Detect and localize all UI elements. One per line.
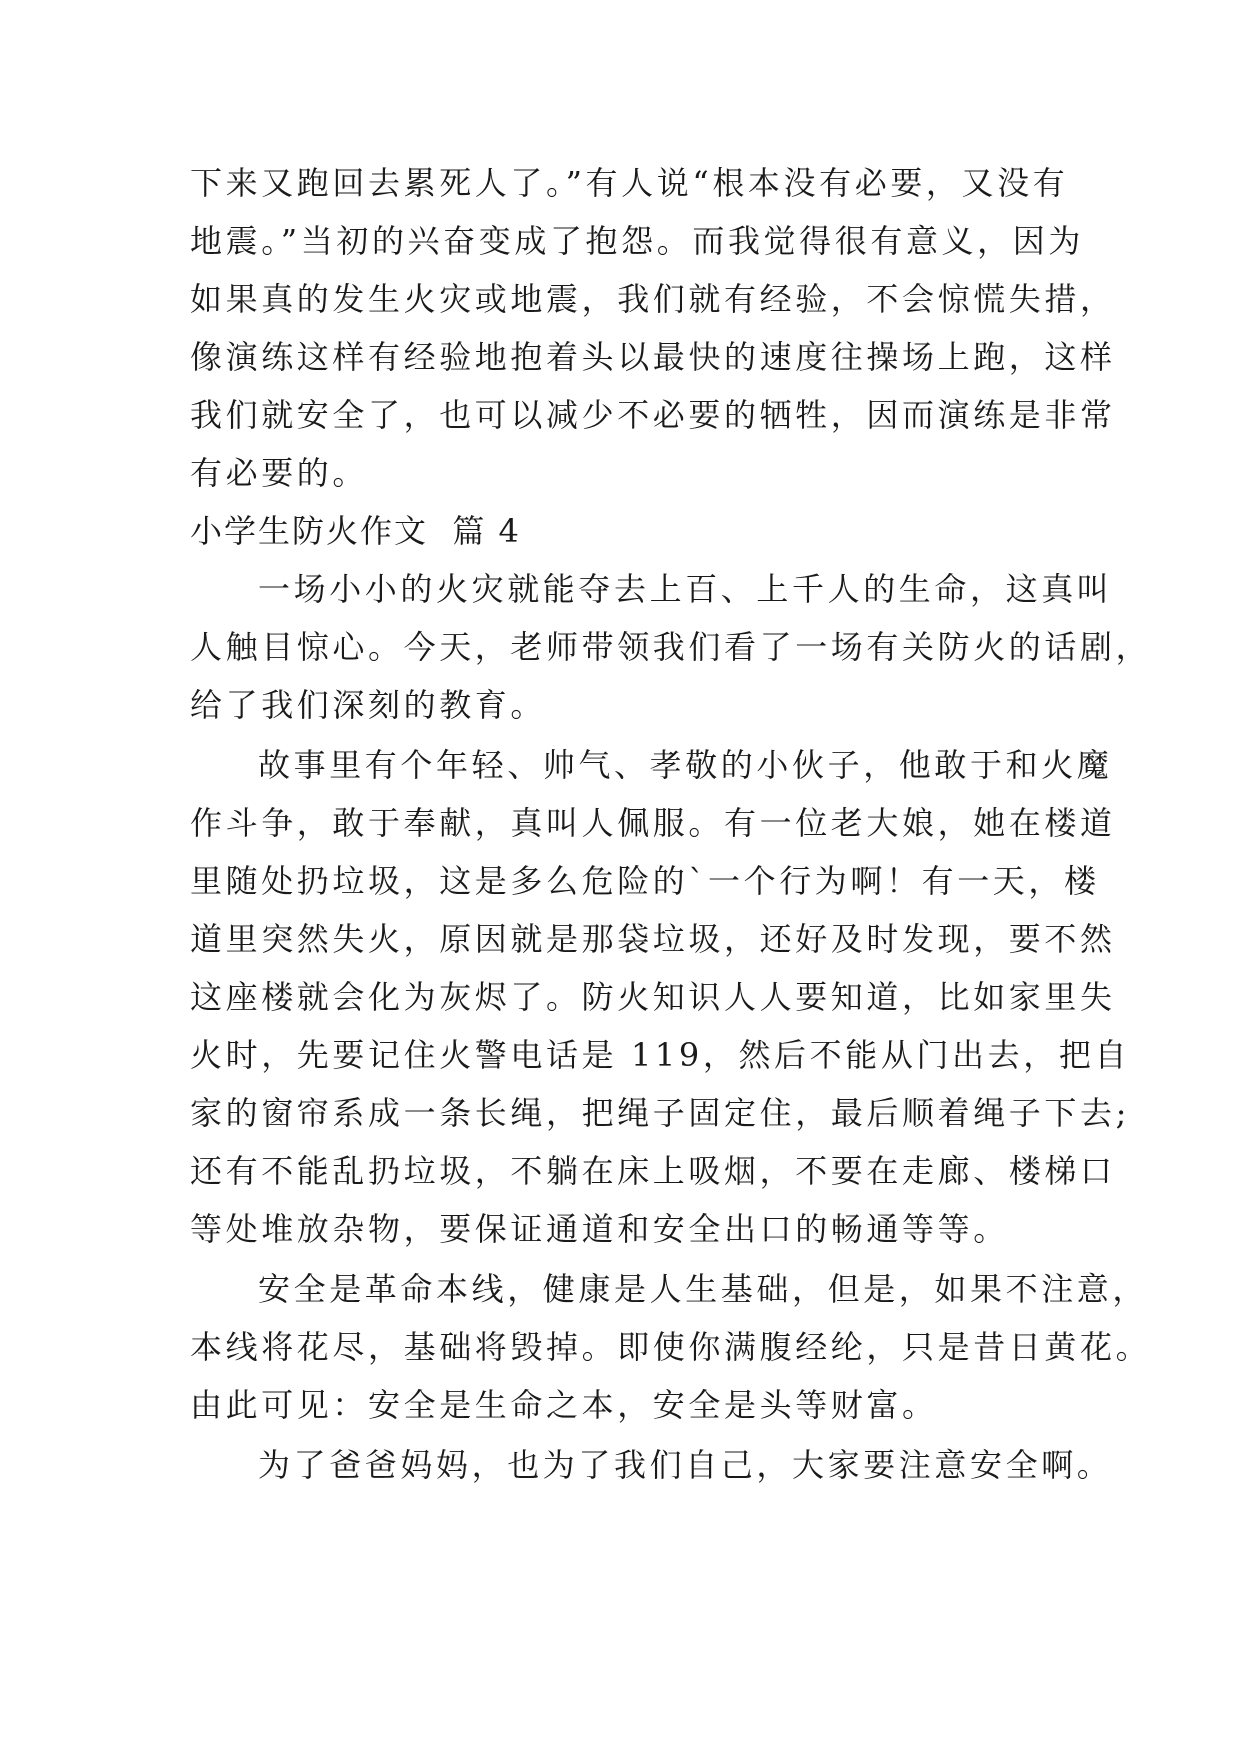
text-line: 里随处扔垃圾，这是多么危险的`一个行为啊！有一天，楼	[190, 862, 1100, 900]
text-line: 人触目惊心。今天，老师带领我们看了一场有关防火的话剧，	[190, 628, 1152, 666]
text-line: 为了爸爸妈妈，也为了我们自己，大家要注意安全啊。	[258, 1446, 1113, 1484]
text-line: 故事里有个年轻、帅气、孝敬的小伙子，他敢于和火魔	[258, 746, 1113, 784]
text-line: 像演练这样有经验地抱着头以最快的速度往操场上跑，这样	[190, 338, 1116, 376]
text-line: 下来又跑回去累死人了。”有人说“根本没有必要，又没有	[190, 164, 1069, 202]
text-line: 我们就安全了，也可以减少不必要的牺牲，因而演练是非常	[190, 396, 1116, 434]
text-line: 安全是革命本线，健康是人生基础，但是，如果不注意，	[258, 1270, 1149, 1308]
text-line: 本线将花尽，基础将毁掉。即使你满腹经纶，只是昔日黄花。	[190, 1328, 1152, 1366]
text-line: 有必要的。	[190, 454, 369, 492]
text-line: 等处堆放杂物，要保证通道和安全出口的畅通等等。	[190, 1210, 1009, 1248]
text-line: 家的窗帘系成一条长绳，把绳子固定住，最后顺着绳子下去;	[190, 1094, 1130, 1132]
text-line: 还有不能乱扔垃圾，不躺在床上吸烟，不要在走廊、楼梯口	[190, 1152, 1116, 1190]
text-line: 由此可见：安全是生命之本，安全是头等财富。	[190, 1386, 938, 1424]
text-line: 道里突然失火，原因就是那袋垃圾，还好及时发现，要不然	[190, 920, 1116, 958]
section-heading: 小学生防火作文 篇 4	[190, 512, 521, 550]
text-line: 地震。”当初的兴奋变成了抱怨。而我觉得很有意义，因为	[190, 222, 1084, 260]
text-line: 这座楼就会化为灰烬了。防火知识人人要知道，比如家里失	[190, 978, 1116, 1016]
text-line: 一场小小的火灾就能夺去上百、上千人的生命，这真叫	[258, 570, 1113, 608]
text-line: 如果真的发生火灾或地震，我们就有经验，不会惊慌失措，	[190, 280, 1116, 318]
text-line: 火时，先要记住火警电话是 119，然后不能从门出去，把自	[190, 1036, 1131, 1074]
text-line: 给了我们深刻的教育。	[190, 686, 547, 724]
text-line: 作斗争，敢于奉献，真叫人佩服。有一位老大娘，她在楼道	[190, 804, 1116, 842]
